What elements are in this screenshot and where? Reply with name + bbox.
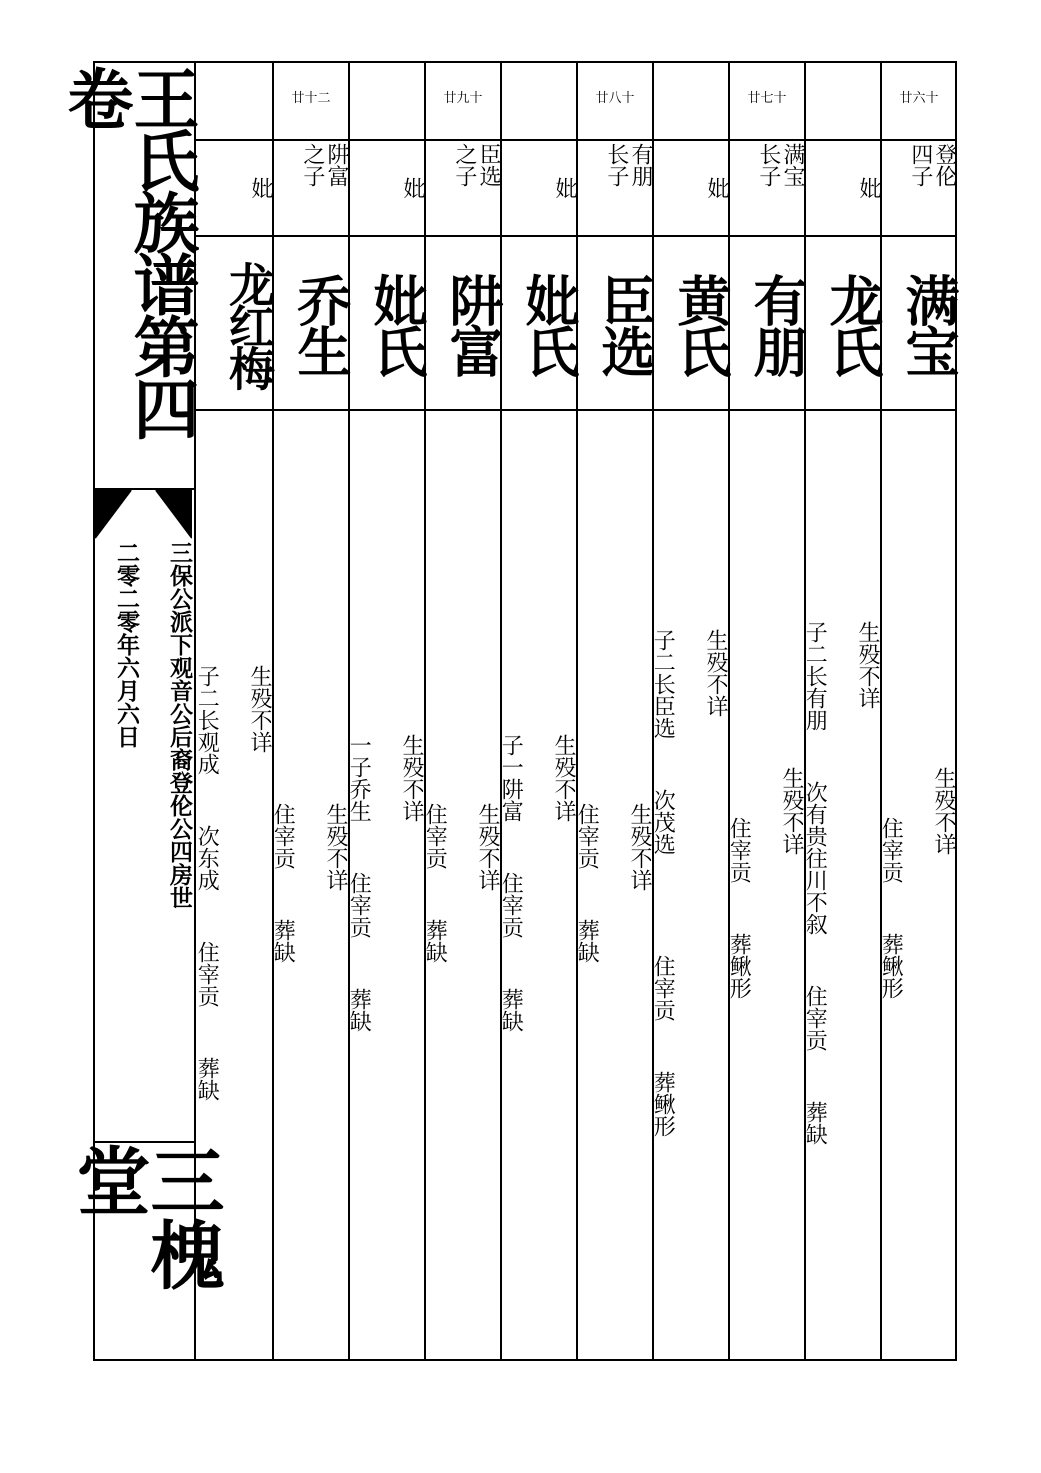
- relation-text: 妣: [856, 177, 881, 199]
- member-name: 黄氏: [669, 273, 733, 375]
- relation-text: 阱富 之子: [299, 143, 349, 187]
- member-column: [498, 63, 581, 1359]
- member-column: [270, 63, 353, 1359]
- member-column: [422, 63, 505, 1359]
- genealogy-page-frame: [56, 61, 961, 1361]
- member-details: 生殁不详 住宰贡 葬缺: [574, 803, 652, 963]
- member-name: 乔生: [289, 273, 353, 375]
- relation-text: 有朋 长子: [603, 143, 653, 187]
- member-column: [194, 63, 276, 1359]
- side-panel: [56, 63, 225, 1359]
- member-column: [346, 63, 429, 1359]
- member-name: 龙红梅: [222, 261, 276, 387]
- member-column: [574, 63, 657, 1359]
- generation-label: 廿八十: [595, 91, 635, 106]
- relation-text: 臣选 之子: [451, 143, 501, 187]
- member-name: 龙氏: [821, 273, 885, 375]
- relation-text: 妣: [704, 177, 729, 199]
- member-name: 有朋: [745, 273, 809, 375]
- member-details: 生殁不详 子二长观成 次东成 住宰贡 葬缺: [194, 665, 272, 1101]
- member-column: [878, 63, 961, 1359]
- member-column: [802, 63, 885, 1359]
- relation-text: 妣: [248, 177, 273, 199]
- member-details: 生殁不详 子二长臣选 次茂选 住宰贡 葬鳅形: [650, 629, 728, 1137]
- book-title: 王氏族谱第四卷: [56, 65, 200, 437]
- member-column: [650, 63, 733, 1359]
- generation-label: 廿九十: [443, 91, 483, 106]
- branch-lineage-text: 三保公派下观音公后裔登伦公四房世: [166, 541, 193, 909]
- generation-label: 廿六十: [899, 91, 939, 106]
- member-name: 满宝: [897, 273, 961, 375]
- member-details: 生殁不详 住宰贡 葬鳅形: [726, 767, 804, 999]
- relation-text: 登伦 四子: [907, 143, 957, 187]
- relation-text: 妣: [552, 177, 577, 199]
- compile-date: 二零二零年六月六日: [113, 541, 140, 748]
- member-name: 妣氏: [517, 273, 581, 375]
- fish-tail-mark: [95, 490, 192, 544]
- member-details: 生殁不详 子二长有朋 次有贵往川不叙 住宰贡 葬缺: [802, 621, 880, 1145]
- generation-label: 廿七十: [747, 91, 787, 106]
- member-column: [726, 63, 809, 1359]
- member-details: 生殁不详 一子乔生 住宰贡 葬缺: [346, 734, 424, 1032]
- member-name: 阱富: [441, 273, 505, 375]
- relation-text: 满宝 长子: [755, 143, 805, 187]
- member-details: 生殁不详 住宰贡 葬缺: [422, 803, 500, 963]
- member-details: 生殁不详 住宰贡 葬鳅形: [878, 767, 956, 999]
- generation-label: 廿十二: [291, 91, 331, 106]
- member-details: 生殁不详 住宰贡 葬缺: [270, 803, 348, 963]
- member-name: 妣氏: [365, 273, 429, 375]
- member-name: 臣选: [593, 273, 657, 375]
- relation-text: 妣: [400, 177, 425, 199]
- hall-name: 三槐堂: [95, 1141, 194, 1361]
- genealogy-grid: [194, 63, 961, 1359]
- member-details: 生殁不详 子一阱富 住宰贡 葬缺: [498, 734, 576, 1032]
